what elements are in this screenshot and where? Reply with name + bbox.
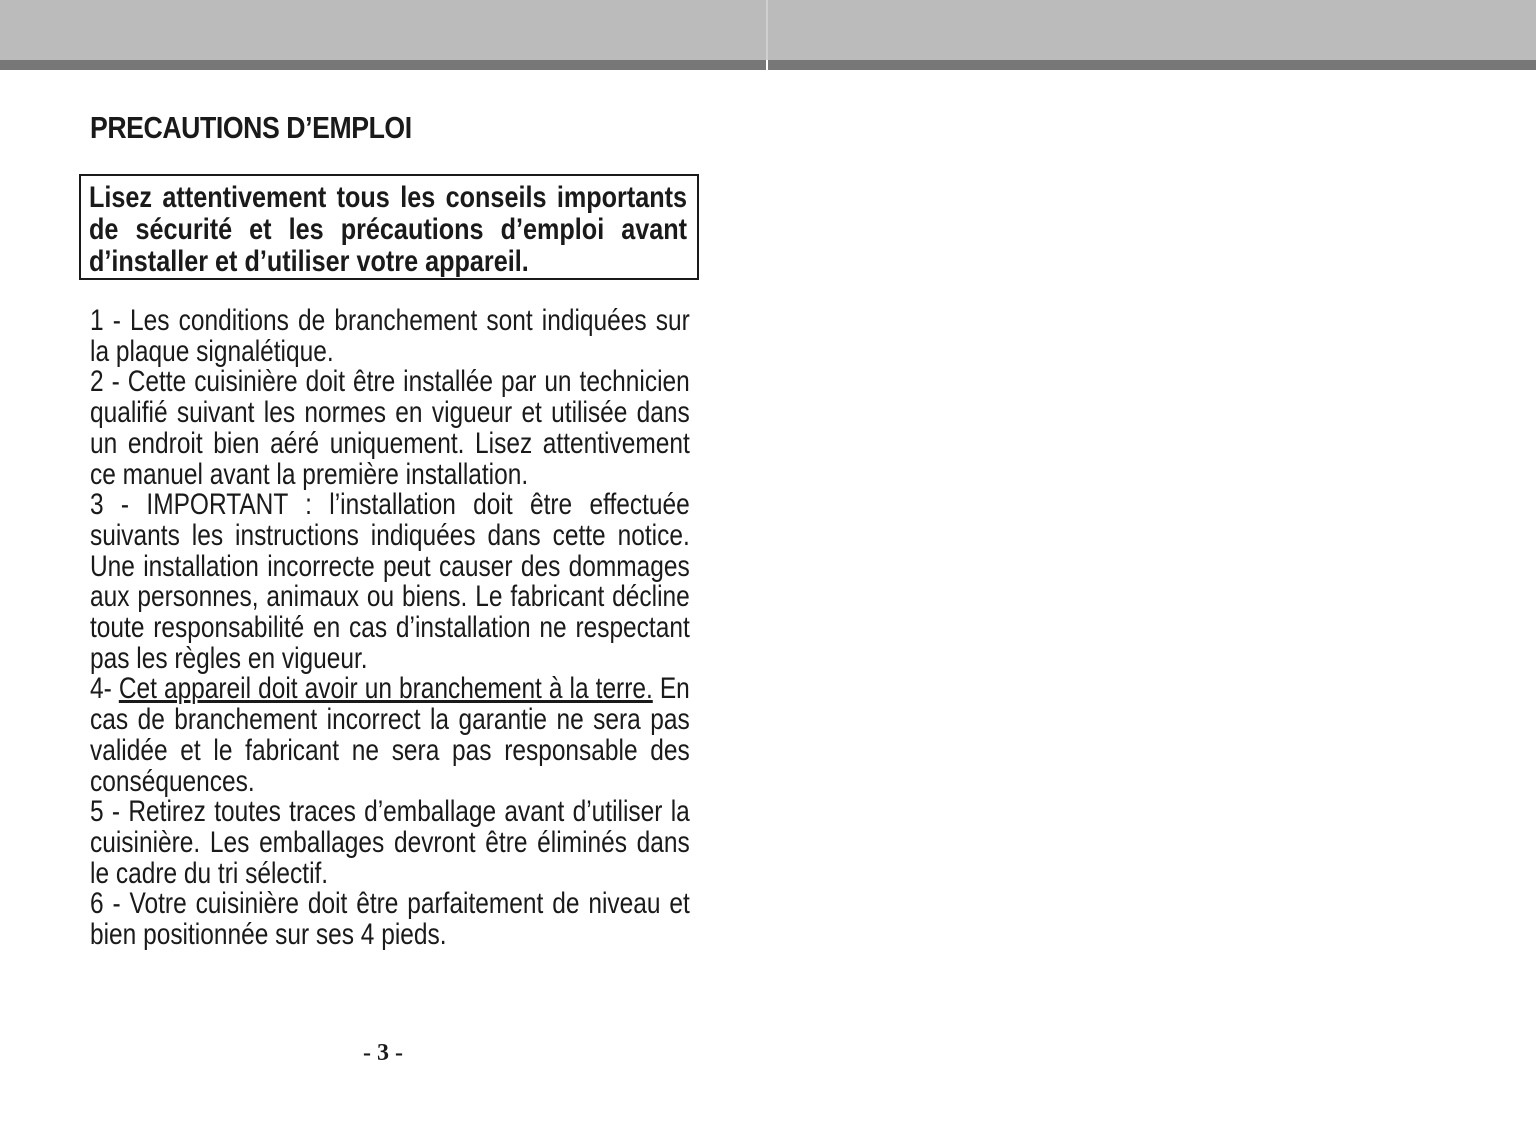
instruction-item-4 — [90, 674, 690, 797]
instruction-item-1: 1 - Les conditions de branchement sont indiquées sur la plaque signalétique. — [90, 304, 690, 368]
header-rule-left — [0, 60, 766, 70]
grounding-requirement: Cet appareil doit avoir un branchement à la terre. — [118, 672, 653, 706]
safety-warning-box — [79, 174, 699, 280]
instruction-item-3: 3 - IMPORTANT : l’installation doit être effectuée suivants les instructions indiquées dans cette notice. Une installation incorrecte peut causer des dommages aux personnes, animaux ou biens. Le fabricant décline toute responsabilité en cas d’installation ne respectant pas les règles en vigueur. — [90, 488, 690, 675]
instruction-item-4-rest: En cas de branchement incorrect la garantie ne sera pas validée et le fabricant ne sera pas responsable des conséquences. — [90, 672, 690, 798]
page-number: - 3 - — [363, 1040, 403, 1066]
instruction-item-4-prefix: 4- — [90, 672, 119, 706]
safety-warning-text: Lisez attentivement tous les conseils importants de sécurité et les précautions d’emploi avant d’installer et d’utiliser votre appareil. — [89, 181, 688, 278]
instruction-item-5: 5 - Retirez toutes traces d’emballage avant d’utiliser la cuisinière. Les emballages devront être éliminés dans le cadre du tri sélectif. — [90, 795, 690, 890]
header-band-right — [768, 0, 1536, 60]
page-title: PRECAUTIONS D’EMPLOI — [90, 110, 412, 145]
header-rule-right — [768, 60, 1536, 70]
instruction-item-2: 2 - Cette cuisinière doit être installée par un technicien qualifié suivant les normes en vigueur et utilisée dans un endroit bien aéré uniquement. Lisez attentivement ce manuel avant la première installation. — [90, 365, 690, 491]
instruction-item-6: 6 - Votre cuisinière doit être parfaitement de niveau et bien positionnée sur ses 4 pieds. — [90, 887, 690, 952]
instructions-list — [90, 306, 690, 951]
header-band-left — [0, 0, 766, 60]
